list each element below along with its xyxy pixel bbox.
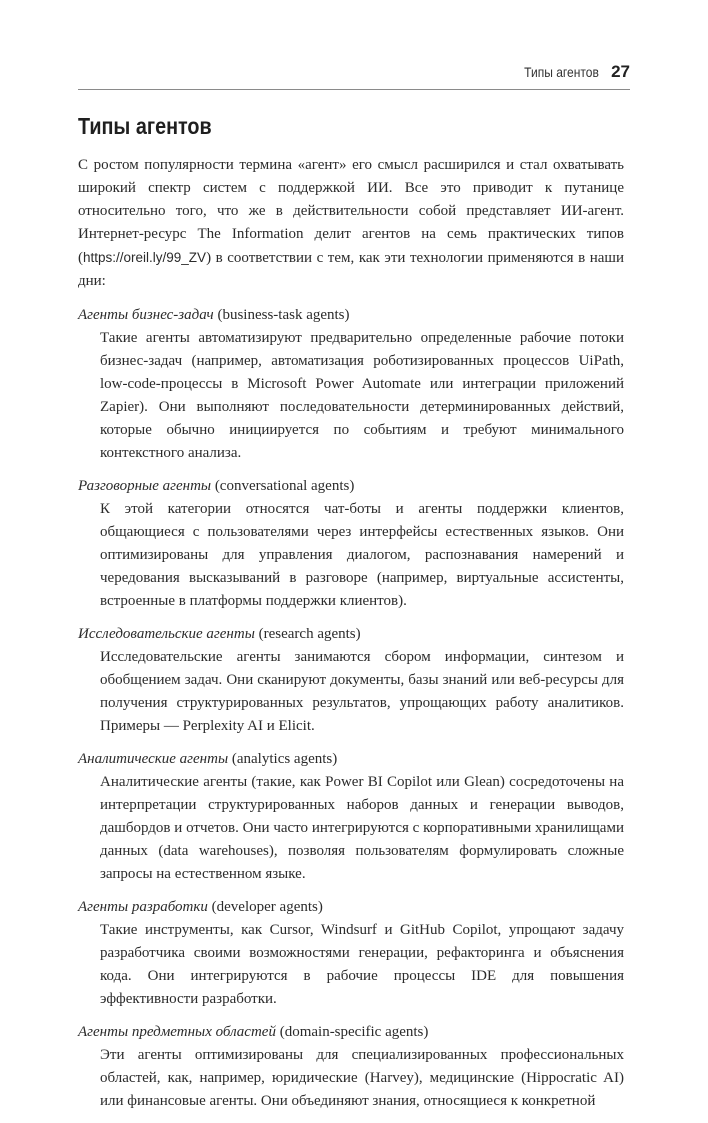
agent-type-list — [78, 304, 624, 1113]
agent-term-en: (business-task agents) — [217, 307, 350, 323]
agent-term-en: (conversational agents) — [214, 478, 355, 494]
agent-term-ru: Исследовательские агенты — [78, 626, 255, 642]
agent-description: К этой категории относятся чат-боты и агенты поддержки клиентов, общающиеся с пользователями через интерфейсы естественных языков. Они оптимизированы для управления диалогом, распознавания намерений и чередования высказываний в разговоре (например, виртуальные ассистенты, встроенные в платформы поддержки клиентов). — [100, 501, 624, 609]
agent-term — [78, 475, 624, 498]
intro-text-end: ) в соответствии с тем, как эти технологии применяются в наши дни: — [78, 250, 624, 289]
agent-term-ru: Агенты предметных областей — [78, 1024, 276, 1040]
section-heading: Типы агентов — [78, 113, 212, 139]
intro-text-start: С ростом популярности термина «агент» его смысл расширился и стал охватывать широкий спектр систем с поддержкой ИИ. Все это приводит к путанице относительно того, что же в действительности собой представляет ИИ-агент. Интернет-ресурс The Information делит агентов на семь практических типов ( — [78, 157, 624, 266]
agent-term-ru: Агенты бизнес-задач — [78, 307, 214, 323]
agent-term-en: (domain-specific agents) — [279, 1024, 429, 1040]
header-divider — [78, 89, 630, 90]
agent-term — [78, 1021, 624, 1044]
agent-term-ru: Агенты разработки — [78, 899, 208, 915]
agent-description: Такие агенты автоматизируют предварительно определенные рабочие потоки бизнес-задач (например, автоматизация роботизированных процессов UiPath, low-code-процессы в Microsoft Power Automate или интеграции приложений Zapier). Они выполняют последовательности детерминированных действий, которые обычно инициируется по событиям и требуют минимального контекстного анализа. — [100, 330, 624, 461]
agent-item-developer — [78, 896, 624, 1011]
agent-item-analytics — [78, 748, 624, 886]
agent-description: Такие инструменты, как Cursor, Windsurf и GitHub Copilot, упрощают задачу разработчика своими возможностями генерации, рефакторинга и объяснения кода. Они интегрируются в рабочие процессы IDE для повышения эффективности разработки. — [100, 922, 624, 1007]
page-number: 27 — [611, 62, 630, 81]
running-header — [78, 62, 630, 86]
intro-paragraph — [78, 154, 624, 293]
agent-term — [78, 304, 624, 327]
agent-term — [78, 748, 624, 771]
agent-term-ru: Аналитические агенты — [78, 751, 229, 767]
page-content — [78, 112, 624, 1123]
intro-link[interactable]: https://oreil.ly/99_ZV — [83, 250, 207, 265]
running-header-title: Типы агентов — [524, 64, 600, 80]
agent-term-en: (developer agents) — [211, 899, 323, 915]
agent-term-ru: Разговорные агенты — [78, 478, 212, 494]
agent-description: Аналитические агенты (такие, как Power BI Copilot или Glean) сосредоточены на интерпретации структурированных наборов данных и генерации выводов, дашбордов и отчетов. Они часто интегрируются с корпоративными хранилищами данных (data warehouses), позволяя пользователям формулировать сложные запросы на естественном языке. — [100, 774, 624, 882]
agent-item-conversational — [78, 475, 624, 613]
agent-description: Исследовательские агенты занимаются сбором информации, синтезом и обобщением задач. Они сканируют документы, базы знаний или веб-ресурсы для получения структурированных результатов, упрощающих работу аналитиков. Примеры — Perplexity AI и Elicit. — [100, 649, 624, 734]
agent-item-domain-specific — [78, 1021, 624, 1113]
agent-item-business-task — [78, 304, 624, 465]
agent-term — [78, 623, 624, 646]
agent-term — [78, 896, 624, 919]
agent-item-research — [78, 623, 624, 738]
agent-term-en: (research agents) — [258, 626, 361, 642]
agent-description: Эти агенты оптимизированы для специализированных профессиональных областей, как, например, юридические (Harvey), медицинские (Hippocratic AI) или финансовые агенты. Они объединяют знания, относящиеся к конкретной — [100, 1047, 624, 1109]
agent-term-en: (analytics agents) — [231, 751, 338, 767]
